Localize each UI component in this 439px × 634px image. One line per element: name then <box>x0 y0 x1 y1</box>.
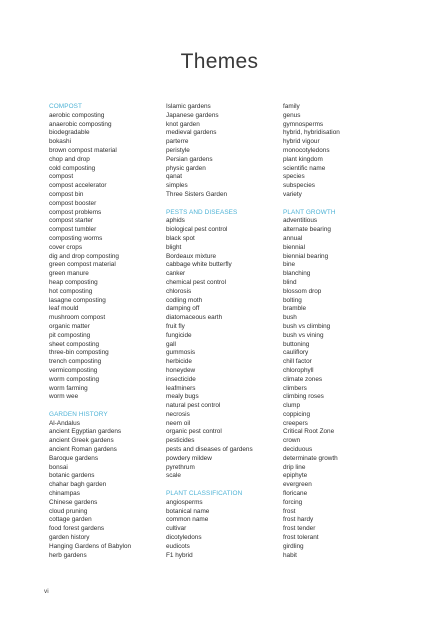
theme-section <box>283 209 395 561</box>
term-item: honeydew <box>166 366 196 374</box>
term-item: qanat <box>166 173 182 181</box>
section-heading: COMPOST <box>49 103 83 110</box>
term-item: compost problems <box>49 208 102 216</box>
term-item: anaerobic composting <box>49 120 112 128</box>
term-item: pests and diseases of gardens <box>166 446 253 454</box>
theme-section <box>283 103 395 200</box>
term-item: bokashi <box>49 138 72 146</box>
term-item: scientific name <box>283 164 326 172</box>
page-title: Themes <box>180 50 259 73</box>
term-item: plant kingdom <box>283 155 323 163</box>
term-item: habit <box>283 551 297 559</box>
section-heading: GARDEN HISTORY <box>49 410 108 418</box>
term-item: heap composting <box>49 278 98 286</box>
term-item: frost <box>283 507 296 515</box>
term-item: cover crops <box>49 243 83 251</box>
section-heading: PLANT GROWTH <box>283 208 336 216</box>
term-item: compost bin <box>49 190 84 198</box>
column-3 <box>283 103 395 560</box>
term-item: lasagne composting <box>49 296 106 304</box>
term-item: evergreen <box>283 481 312 489</box>
term-item: canker <box>166 270 186 278</box>
term-item: brown compost material <box>49 146 117 154</box>
term-item: frost tender <box>283 525 316 533</box>
term-item: bine <box>283 261 296 269</box>
term-item: Three Sisters Garden <box>166 190 228 198</box>
section-heading: PLANT CLASSIFICATION <box>166 490 243 498</box>
term-item: organic pest control <box>166 428 222 436</box>
term-item: coppicing <box>283 410 311 418</box>
term-item: climate zones <box>283 375 323 383</box>
term-item: black spot <box>166 234 195 242</box>
term-item: chill factor <box>283 358 312 366</box>
term-item: subspecies <box>283 182 315 190</box>
term-item: compost accelerator <box>49 182 107 190</box>
term-item: genus <box>283 111 301 119</box>
term-item: gymnosperms <box>283 120 324 128</box>
term-item: green compost material <box>49 261 116 269</box>
term-item: family <box>283 103 300 110</box>
term-item: chahar bagh garden <box>49 481 107 489</box>
term-item: codling moth <box>166 296 203 304</box>
term-item: cold composting <box>49 164 96 172</box>
theme-section <box>166 490 278 560</box>
term-item: damping off <box>166 305 200 313</box>
term-item: peristyle <box>166 146 190 154</box>
term-item: Islamic gardens <box>166 103 211 110</box>
term-item: chlorosis <box>166 287 192 295</box>
term-item: necrosis <box>166 410 190 418</box>
column-2 <box>166 103 278 560</box>
term-item: Critical Root Zone <box>283 428 335 436</box>
term-item: pyrethrum <box>166 463 195 471</box>
term-item: ancient Roman gardens <box>49 446 117 454</box>
term-item: compost starter <box>49 217 94 225</box>
term-item: biodegradable <box>49 129 90 137</box>
term-item: fungicide <box>166 331 192 339</box>
term-item: girdling <box>283 542 304 550</box>
term-item: Baroque gardens <box>49 454 99 462</box>
term-item: drip line <box>283 463 306 471</box>
section-heading: PESTS AND DISEASES <box>166 208 238 216</box>
term-item: insecticide <box>166 375 196 383</box>
term-item: Al-Andalus <box>49 419 80 427</box>
term-item: floricane <box>283 490 308 498</box>
term-item: Persian gardens <box>166 155 213 163</box>
term-item: crown <box>283 437 301 445</box>
term-item: cloud pruning <box>49 507 88 515</box>
term-item: compost <box>49 173 74 181</box>
term-item: fruit fly <box>166 322 185 330</box>
term-item: diatomaceous earth <box>166 314 223 322</box>
term-item: Chinese gardens <box>49 498 98 506</box>
term-item: cultivar <box>166 525 187 533</box>
term-list <box>166 103 278 200</box>
term-item: herbicide <box>166 358 192 366</box>
term-item: food forest gardens <box>49 525 105 533</box>
theme-section <box>49 103 161 402</box>
term-item: buttoning <box>283 340 310 348</box>
term-item: neem oil <box>166 419 191 427</box>
term-item: deciduous <box>283 446 313 454</box>
term-item: bush <box>283 314 297 322</box>
term-item: compost booster <box>49 199 97 207</box>
term-item: bramble <box>283 305 307 313</box>
term-item: leaf mould <box>49 305 79 313</box>
term-list <box>166 217 278 481</box>
term-item: F1 hybrid <box>166 551 193 559</box>
term-item: cottage garden <box>49 516 92 524</box>
theme-section <box>166 103 278 200</box>
term-item: aerobic composting <box>49 111 105 119</box>
term-item: forcing <box>283 498 303 506</box>
term-item: physic garden <box>166 164 206 172</box>
term-item: botanic gardens <box>49 472 95 480</box>
term-item: species <box>283 173 305 181</box>
term-item: bush vs vining <box>283 331 324 339</box>
term-item: hybrid vigour <box>283 138 320 146</box>
term-item: chinampas <box>49 490 80 498</box>
term-list <box>283 103 395 200</box>
term-item: botanical name <box>166 507 210 515</box>
term-item: angiosperms <box>166 498 203 506</box>
term-item: Japanese gardens <box>166 111 219 119</box>
term-list <box>166 499 278 561</box>
term-item: mushroom compost <box>49 314 106 322</box>
term-item: biennial <box>283 243 306 251</box>
term-item: clump <box>283 402 301 410</box>
term-item: trench composting <box>49 358 102 366</box>
term-item: compost tumbler <box>49 226 97 234</box>
term-item: adventitious <box>283 217 318 225</box>
term-item: chemical pest control <box>166 278 227 286</box>
term-item: cabbage white butterfly <box>166 261 232 269</box>
term-item: blight <box>166 243 182 251</box>
term-item: common name <box>166 516 209 524</box>
term-item: garden history <box>49 534 90 542</box>
term-item: creepers <box>283 419 308 427</box>
theme-section <box>166 209 278 482</box>
term-item: bolting <box>283 296 302 304</box>
page-number: vi <box>44 588 49 595</box>
term-item: ancient Egyptian gardens <box>49 428 122 436</box>
term-item: gummosis <box>166 349 196 357</box>
term-item: chlorophyll <box>283 366 314 374</box>
term-item: determinate growth <box>283 454 338 462</box>
term-list <box>49 112 161 402</box>
term-item: hybrid, hybridisation <box>283 129 340 137</box>
term-item: parterre <box>166 138 189 146</box>
term-item: sheet composting <box>49 340 100 348</box>
term-item: monocotyledons <box>283 146 330 154</box>
term-item: epiphyte <box>283 472 308 480</box>
term-item: frost hardy <box>283 516 314 524</box>
term-item: aphids <box>166 217 185 225</box>
term-item: Hanging Gardens of Babylon <box>49 542 132 550</box>
term-item: biennial bearing <box>283 252 329 260</box>
term-item: simples <box>166 182 188 190</box>
term-item: three-bin composting <box>49 349 109 357</box>
term-item: vermicomposting <box>49 366 98 374</box>
term-item: climbers <box>283 384 307 392</box>
theme-section <box>49 411 161 561</box>
term-item: worm farming <box>49 384 88 392</box>
term-item: biological pest control <box>166 226 228 234</box>
term-item: frost tolerant <box>283 534 319 542</box>
term-item: scale <box>166 472 181 480</box>
term-item: chop and drop <box>49 155 90 163</box>
term-list <box>49 420 161 561</box>
term-item: bush vs climbing <box>283 322 331 330</box>
term-item: eudicots <box>166 542 190 550</box>
term-item: bonsai <box>49 463 68 471</box>
term-item: green manure <box>49 270 89 278</box>
term-item: variety <box>283 190 302 198</box>
term-item: annual <box>283 234 303 242</box>
term-item: cauliflory <box>283 349 309 357</box>
term-item: blossom drop <box>283 287 322 295</box>
term-item: alternate bearing <box>283 226 331 234</box>
term-item: dicotyledons <box>166 534 202 542</box>
term-item: powdery mildew <box>166 454 212 462</box>
term-item: organic matter <box>49 322 90 330</box>
term-item: Bordeaux mixture <box>166 252 217 260</box>
term-item: worm wee <box>49 393 79 401</box>
term-item: ancient Greek gardens <box>49 437 114 445</box>
term-item: mealy bugs <box>166 393 199 401</box>
term-item: medieval gardens <box>166 129 217 137</box>
term-item: composting worms <box>49 234 103 242</box>
term-item: knot garden <box>166 120 200 128</box>
term-item: blanching <box>283 270 311 278</box>
term-item: herb gardens <box>49 551 87 559</box>
term-item: dig and drop composting <box>49 252 119 260</box>
term-item: climbing roses <box>283 393 324 401</box>
term-list <box>283 217 395 560</box>
column-1 <box>49 103 161 560</box>
term-item: pesticides <box>166 437 195 445</box>
term-item: hot composting <box>49 287 93 295</box>
term-item: leafminers <box>166 384 196 392</box>
term-item: gall <box>166 340 176 348</box>
term-item: natural pest control <box>166 402 221 410</box>
term-item: pit composting <box>49 331 91 339</box>
term-item: blind <box>283 278 297 286</box>
term-item: worm composting <box>49 375 100 383</box>
